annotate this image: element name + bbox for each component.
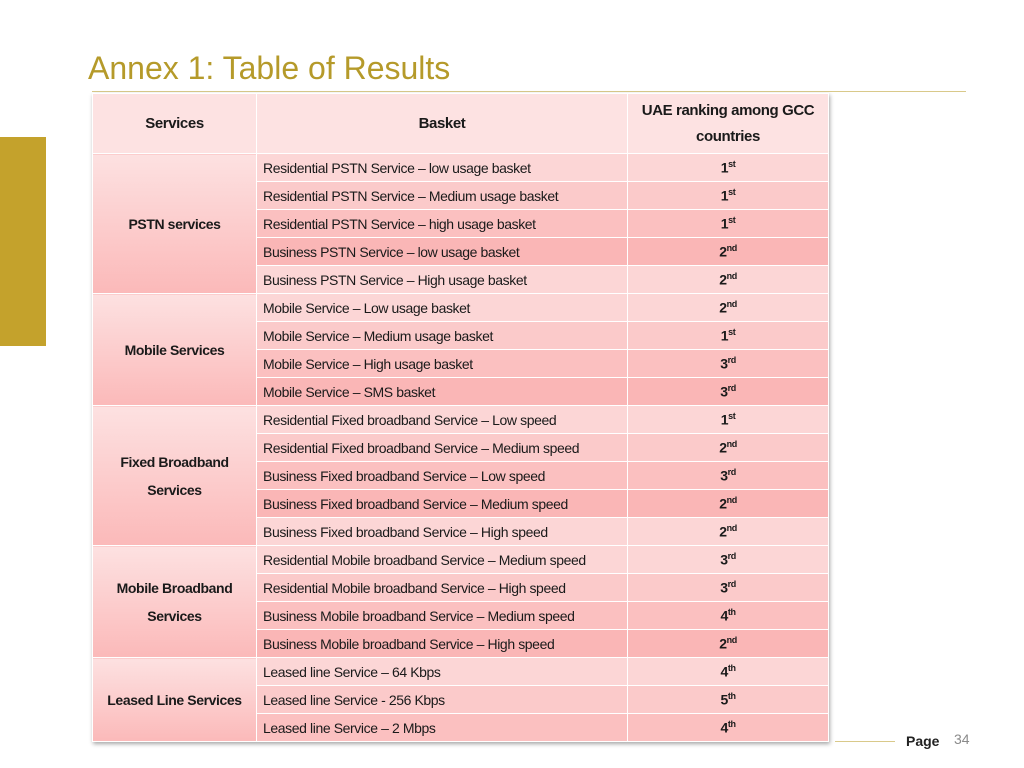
rank-number: 1 — [720, 187, 729, 204]
rank-suffix: nd — [726, 523, 737, 534]
basket-cell: Business Mobile broadband Service – High speed — [257, 630, 628, 658]
basket-cell: Residential PSTN Service – low usage basket — [257, 154, 628, 182]
rank-cell — [628, 602, 829, 630]
rank-suffix: nd — [726, 243, 737, 254]
rank-cell — [628, 238, 829, 266]
basket-cell: Mobile Service – High usage basket — [257, 350, 628, 378]
page-number: 34 — [954, 731, 970, 747]
rank-number: 2 — [719, 271, 727, 288]
header-services: Services — [93, 94, 257, 154]
rank-suffix: th — [727, 663, 736, 674]
service-cell: Mobile Broadband Services — [93, 546, 257, 658]
basket-cell: Business PSTN Service – High usage basket — [257, 266, 628, 294]
header-basket: Basket — [257, 94, 628, 154]
rank-cell — [628, 294, 829, 322]
top-rule — [92, 91, 966, 92]
rank-cell — [628, 490, 829, 518]
rank-suffix: st — [728, 215, 736, 226]
rank-cell — [628, 434, 829, 462]
basket-cell: Mobile Service – Low usage basket — [257, 294, 628, 322]
page-label: Page — [906, 733, 940, 749]
service-cell: Leased Line Services — [93, 658, 257, 742]
header-ranking: UAE ranking among GCC countries — [628, 94, 829, 154]
header-row — [93, 94, 829, 154]
rank-suffix: nd — [726, 299, 737, 310]
basket-cell: Residential Fixed broadband Service – Medium speed — [257, 434, 628, 462]
accent-bar — [0, 137, 46, 346]
rank-cell — [628, 182, 829, 210]
basket-cell: Mobile Service – Medium usage basket — [257, 322, 628, 350]
rank-suffix: st — [728, 411, 736, 422]
rank-number: 1 — [720, 411, 729, 428]
rank-number: 1 — [720, 215, 729, 232]
service-cell: PSTN services — [93, 154, 257, 294]
table-row — [93, 294, 829, 322]
rank-suffix: nd — [726, 635, 737, 646]
rank-number: 2 — [719, 299, 727, 316]
basket-cell: Leased line Service – 64 Kbps — [257, 658, 628, 686]
basket-cell: Business Fixed broadband Service – High speed — [257, 518, 628, 546]
rank-cell — [628, 686, 829, 714]
rank-cell — [628, 630, 829, 658]
rank-suffix: th — [727, 719, 736, 730]
rank-cell — [628, 546, 829, 574]
rank-cell — [628, 350, 829, 378]
results-table — [92, 93, 829, 742]
rank-number: 3 — [720, 467, 728, 484]
rank-number: 3 — [720, 383, 728, 400]
rank-cell — [628, 462, 829, 490]
table-row — [93, 406, 829, 434]
rank-cell — [628, 714, 829, 742]
rank-cell — [628, 406, 829, 434]
rank-number: 3 — [720, 579, 728, 596]
rank-cell — [628, 266, 829, 294]
rank-number: 2 — [719, 439, 727, 456]
rank-number: 2 — [719, 523, 727, 540]
rank-suffix: nd — [726, 271, 737, 282]
rank-number: 1 — [720, 159, 729, 176]
rank-number: 2 — [719, 635, 727, 652]
rank-suffix: rd — [727, 551, 736, 562]
basket-cell: Business Fixed broadband Service – Medium speed — [257, 490, 628, 518]
basket-cell: Mobile Service – SMS basket — [257, 378, 628, 406]
rank-suffix: st — [728, 187, 736, 198]
table-row — [93, 546, 829, 574]
rank-suffix: rd — [727, 579, 736, 590]
rank-number: 5 — [720, 691, 728, 708]
table-row — [93, 658, 829, 686]
rank-suffix: th — [727, 691, 736, 702]
rank-number: 2 — [719, 495, 727, 512]
rank-number: 2 — [719, 243, 727, 260]
basket-cell: Business PSTN Service – low usage basket — [257, 238, 628, 266]
table-row — [93, 154, 829, 182]
rank-suffix: st — [728, 159, 736, 170]
rank-suffix: nd — [726, 495, 737, 506]
basket-cell: Business Mobile broadband Service – Medium speed — [257, 602, 628, 630]
rank-cell — [628, 378, 829, 406]
rank-number: 4 — [720, 607, 728, 624]
basket-cell: Business Fixed broadband Service – Low speed — [257, 462, 628, 490]
rank-cell — [628, 210, 829, 238]
rank-cell — [628, 322, 829, 350]
rank-number: 1 — [720, 327, 729, 344]
rank-cell — [628, 574, 829, 602]
rank-number: 3 — [720, 551, 728, 568]
basket-cell: Leased line Service - 256 Kbps — [257, 686, 628, 714]
rank-number: 4 — [720, 719, 728, 736]
rank-cell — [628, 154, 829, 182]
rank-suffix: rd — [727, 467, 736, 478]
rank-suffix: rd — [727, 383, 736, 394]
rank-cell — [628, 658, 829, 686]
table-body — [93, 154, 829, 742]
rank-number: 4 — [720, 663, 728, 680]
service-cell: Fixed Broadband Services — [93, 406, 257, 546]
basket-cell: Residential PSTN Service – Medium usage basket — [257, 182, 628, 210]
rank-suffix: nd — [726, 439, 737, 450]
slide-title: Annex 1: Table of Results — [88, 50, 451, 86]
service-cell: Mobile Services — [93, 294, 257, 406]
rank-cell — [628, 518, 829, 546]
rank-suffix: st — [728, 327, 736, 338]
basket-cell: Residential Mobile broadband Service – Medium speed — [257, 546, 628, 574]
basket-cell: Residential PSTN Service – high usage basket — [257, 210, 628, 238]
rank-number: 3 — [720, 355, 728, 372]
bottom-rule — [835, 741, 895, 742]
rank-suffix: rd — [727, 355, 736, 366]
rank-suffix: th — [727, 607, 736, 618]
basket-cell: Residential Fixed broadband Service – Low speed — [257, 406, 628, 434]
basket-cell: Leased line Service – 2 Mbps — [257, 714, 628, 742]
basket-cell: Residential Mobile broadband Service – High speed — [257, 574, 628, 602]
